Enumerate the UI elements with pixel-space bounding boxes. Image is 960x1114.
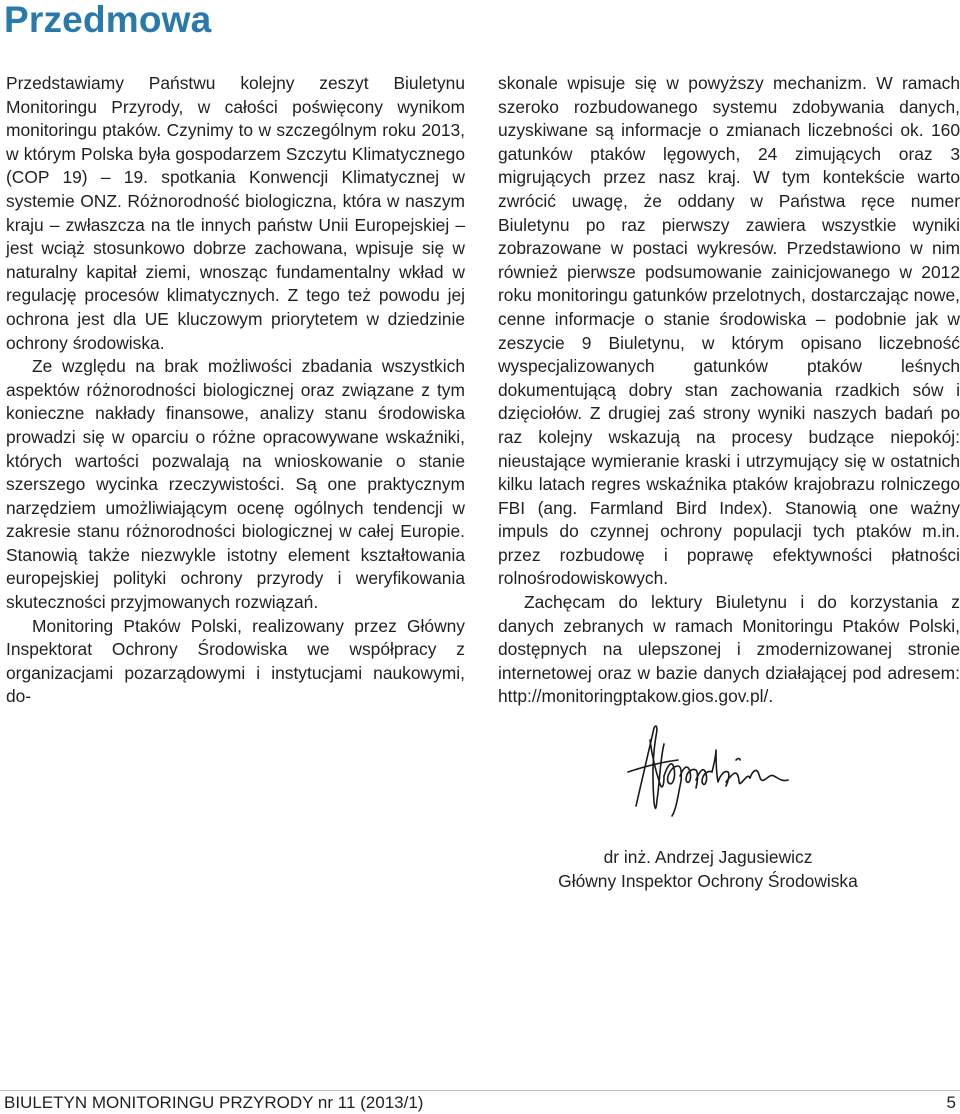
signature-block: [498, 846, 918, 893]
page-number: 5: [946, 1093, 956, 1112]
signatory-position: Główny Inspektor Ochrony Środowiska: [558, 870, 858, 891]
handwritten-signature: [598, 720, 798, 818]
paragraph-invitation: Zachęcam do lektury Biuletynu i do korzystania z danych zebranych w ramach Monitoringu Ptaków Polski, dostępnych na ulepszonej i zmodernizowanej stronie internetowej oraz w bazie danych działającej pod adresem: http://monitoringptakow.gios.gov.pl/.: [498, 592, 960, 707]
signatory-name: dr inż. Andrzej Jagusiewicz: [603, 847, 813, 867]
left-column: [6, 72, 465, 709]
footer-divider: [0, 1090, 960, 1091]
footer-publication: BIULETYN MONITORINGU PRZYRODY nr 11 (2013/1): [4, 1093, 424, 1112]
paragraph-intro: Przedstawiamy Państwu kolejny zeszyt Biuletynu Monitoringu Przyrody, w całości poświęcony wynikom monitoringu ptaków. Czynimy to w szczególnym roku 2013, w którym Polska była gospodarzem Szczytu Klimatycznego (COP 19) – 19. spotkania Konwencji Klimatycznej w systemie ONZ. Różnorodność biologiczna, która w naszym kraju – zwłaszcza na tle innych państw Unii Europejskiej – jest wciąż stosunkowo dobrze zachowana, wpisuje się w naturalny kapitał ziemi, wnosząc fundamentalny wkład w regulację procesów klimatycznych. Z tego też powodu jej ochrona jest dla UE kluczowym priorytetem w dziedzinie ochrony środowiska.: [6, 73, 465, 353]
paragraph-results: skonale wpisuje się w powyższy mechanizm. W ramach szeroko rozbudowanego systemu zdobywania danych, uzyskiwane są informacje o zmianach liczebności ok. 160 gatunków ptaków lęgowych, 24 zimujących oraz 3 migrujących przez nasz kraj. W tym kontekście warto zwrócić uwagę, że oddany w Państwa ręce numer Biuletynu po raz pierwszy zawiera wszystkie wyniki zobrazowane w postaci wykresów. Przedstawiono w nim również pierwsze podsumowanie zainicjowanego w 2012 roku monitoringu gatunków przelotnych, dostarczając nowe, cenne informacje o stanie środowiska – podobnie jak w zeszycie 9 Biuletynu, w którym opisano liczebność wyspecjalizowanych gatunków ptaków leśnych dokumentującą dobry stan zachowania rzadkich sów i dzięciołów. Z drugiej zaś strony wyniki naszych badań po raz kolejny wskazują na procesy budzące niepokój: nieustające wymieranie kraski i utrzymujący się w ostatnich kilku latach regres wskaźnika ptaków krajobrazu rolniczego FBI (ang. Farmland Bird Index). Stanowią one ważny impuls do czynnej ochrony populacji tych ptaków m.in. przez rozbudowę i poprawę efektywności płatności rolnośrodowiskowych.: [498, 73, 960, 589]
paragraph-monitoring: Monitoring Ptaków Polski, realizowany przez Główny Inspektorat Ochrony Środowiska we współpracy z organizacjami pozarządowymi i instytucjami naukowymi, do-: [6, 615, 465, 707]
paragraph-indicators: Ze względu na brak możliwości zbadania wszystkich aspektów różnorodności biologicznej oraz związane z tym konieczne nakłady finansowe, analizy stanu środowiska prowadzi się w oparciu o różne opracowywane wskaźniki, których wartości pozwalają na wnioskowanie o stanie szerszego wycinka rzeczywistości. Są one praktycznym narzędziem umożliwiającym ocenę ogólnych tendencji w zakresie stanu różnorodności biologicznej w całej Europie. Stanowią także niezwykle istotny element kształtowania europejskiej polityki ochrony przyrody i weryfikowania skuteczności przyjmowanych rozwiązań.: [6, 356, 465, 613]
right-column: [498, 72, 960, 709]
page-title: Przedmowa: [4, 0, 212, 40]
